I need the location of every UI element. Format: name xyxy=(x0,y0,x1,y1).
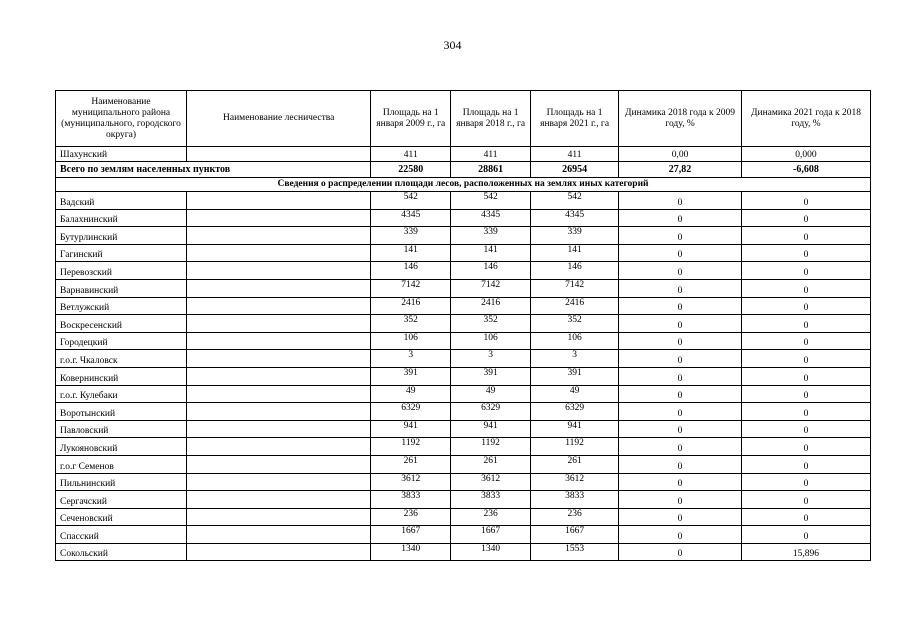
area-2021: 1667 xyxy=(531,526,619,544)
area-2021: 3 xyxy=(531,350,619,368)
area-2021: 261 xyxy=(531,455,619,473)
area-2021: 4345 xyxy=(531,209,619,227)
district-name: Вадский xyxy=(56,192,187,210)
area-2009: 941 xyxy=(371,420,451,438)
dynamics-2021: 0 xyxy=(741,315,870,333)
table-row xyxy=(56,297,871,315)
forestry-name xyxy=(187,192,371,210)
area-2009: 339 xyxy=(371,227,451,245)
dynamics-2021: 0 xyxy=(741,297,870,315)
forestry-name xyxy=(187,262,371,280)
area-2021: 106 xyxy=(531,332,619,350)
district-name: Ковернинский xyxy=(56,367,187,385)
dynamics-2021: 0 xyxy=(741,403,870,421)
area-2021: 542 xyxy=(531,192,619,210)
area-2021: 339 xyxy=(531,227,619,245)
area-2018: 941 xyxy=(451,420,531,438)
dynamics-2021: 0 xyxy=(741,473,870,491)
district-name: г.о.г. Чкаловск xyxy=(56,350,187,368)
area-2009: 411 xyxy=(371,147,451,162)
area-2021: 941 xyxy=(531,420,619,438)
forestry-name xyxy=(187,385,371,403)
forestry-name xyxy=(187,297,371,315)
area-2021: 3833 xyxy=(531,491,619,509)
table-row xyxy=(56,262,871,280)
district-name: Сергачский xyxy=(56,491,187,509)
forestry-name xyxy=(187,227,371,245)
forestry-name xyxy=(187,279,371,297)
area-2021: 7142 xyxy=(531,279,619,297)
area-2009: 352 xyxy=(371,315,451,333)
district-name: Бутурлинский xyxy=(56,227,187,245)
area-2009: 6329 xyxy=(371,403,451,421)
area-2018: 7142 xyxy=(451,279,531,297)
area-2021: 49 xyxy=(531,385,619,403)
area-2021: 146 xyxy=(531,262,619,280)
total-dynamics-2021: -6,608 xyxy=(741,162,870,178)
forestry-name xyxy=(187,543,371,561)
area-2021: 352 xyxy=(531,315,619,333)
area-2009: 3833 xyxy=(371,491,451,509)
area-2021: 3612 xyxy=(531,473,619,491)
forestry-name xyxy=(187,244,371,262)
table-row xyxy=(56,455,871,473)
forest-area-table xyxy=(55,90,871,561)
district-name: Сеченовский xyxy=(56,508,187,526)
dynamics-2021: 0 xyxy=(741,262,870,280)
dynamics-2018: 0 xyxy=(619,192,742,210)
area-2009: 106 xyxy=(371,332,451,350)
area-2009: 49 xyxy=(371,385,451,403)
header-dynamics-2021: Динамика 2021 года к 2018 году, % xyxy=(741,91,870,147)
dynamics-2018: 0 xyxy=(619,526,742,544)
dynamics-2018: 0 xyxy=(619,244,742,262)
total-area-2009: 22580 xyxy=(371,162,451,178)
area-2018: 1667 xyxy=(451,526,531,544)
forestry-name xyxy=(187,455,371,473)
forestry-name xyxy=(187,526,371,544)
area-2009: 1192 xyxy=(371,438,451,456)
dynamics-2021: 0 xyxy=(741,227,870,245)
forestry-name xyxy=(187,147,371,162)
dynamics-2018: 0 xyxy=(619,315,742,333)
table-row xyxy=(56,438,871,456)
forestry-name xyxy=(187,315,371,333)
area-2018: 141 xyxy=(451,244,531,262)
header-area-2009: Площадь на 1 января 2009 г., га xyxy=(371,91,451,147)
dynamics-2021: 0 xyxy=(741,455,870,473)
table-row xyxy=(56,508,871,526)
table-row xyxy=(56,332,871,350)
dynamics-2018: 0 xyxy=(619,473,742,491)
district-name: Лукояновский xyxy=(56,438,187,456)
dynamics-2018: 0 xyxy=(619,367,742,385)
table-row xyxy=(56,367,871,385)
forestry-name xyxy=(187,332,371,350)
dynamics-2021: 0 xyxy=(741,491,870,509)
forestry-name xyxy=(187,403,371,421)
dynamics-2021: 0 xyxy=(741,367,870,385)
total-label: Всего по землям населенных пунктов xyxy=(56,162,371,178)
area-2018: 3 xyxy=(451,350,531,368)
total-area-2021: 26954 xyxy=(531,162,619,178)
area-2018: 49 xyxy=(451,385,531,403)
area-2009: 1340 xyxy=(371,543,451,561)
area-2009: 146 xyxy=(371,262,451,280)
header-district: Наименование муниципального района (муниципального, городского округа) xyxy=(56,91,187,147)
table-row xyxy=(56,147,871,162)
header-forestry: Наименование лесничества xyxy=(187,91,371,147)
forestry-name xyxy=(187,508,371,526)
area-2021: 391 xyxy=(531,367,619,385)
district-name: Спасский xyxy=(56,526,187,544)
dynamics-2018: 0 xyxy=(619,491,742,509)
forestry-name xyxy=(187,420,371,438)
district-name: Гагинский xyxy=(56,244,187,262)
area-2009: 4345 xyxy=(371,209,451,227)
area-2009: 391 xyxy=(371,367,451,385)
table-row xyxy=(56,420,871,438)
area-2021: 236 xyxy=(531,508,619,526)
district-name: Воротынский xyxy=(56,403,187,421)
table-row xyxy=(56,403,871,421)
area-2009: 7142 xyxy=(371,279,451,297)
table-row xyxy=(56,315,871,333)
dynamics-2021: 0 xyxy=(741,526,870,544)
area-2021: 2416 xyxy=(531,297,619,315)
total-row xyxy=(56,162,871,178)
area-2018: 411 xyxy=(451,147,531,162)
district-name: Воскресенский xyxy=(56,315,187,333)
forestry-name xyxy=(187,367,371,385)
area-2021: 141 xyxy=(531,244,619,262)
table-row xyxy=(56,279,871,297)
district-name: Варнавинский xyxy=(56,279,187,297)
dynamics-2018: 0 xyxy=(619,385,742,403)
area-2009: 1667 xyxy=(371,526,451,544)
dynamics-2021: 0 xyxy=(741,209,870,227)
district-name: г.о.г. Кулебаки xyxy=(56,385,187,403)
dynamics-2018: 0 xyxy=(619,403,742,421)
area-2018: 542 xyxy=(451,192,531,210)
area-2009: 2416 xyxy=(371,297,451,315)
total-area-2018: 28861 xyxy=(451,162,531,178)
dynamics-2018: 0 xyxy=(619,297,742,315)
header-area-2018: Площадь на 1 января 2018 г., га xyxy=(451,91,531,147)
table-row xyxy=(56,209,871,227)
forestry-name xyxy=(187,473,371,491)
table-row xyxy=(56,350,871,368)
total-dynamics-2018: 27,82 xyxy=(619,162,742,178)
table-row xyxy=(56,473,871,491)
district-name: Павловский xyxy=(56,420,187,438)
area-2009: 261 xyxy=(371,455,451,473)
table-row xyxy=(56,491,871,509)
district-name: Пильнинский xyxy=(56,473,187,491)
dynamics-2021: 0 xyxy=(741,438,870,456)
table-row xyxy=(56,543,871,561)
dynamics-2018: 0 xyxy=(619,332,742,350)
area-2018: 1192 xyxy=(451,438,531,456)
forestry-name xyxy=(187,350,371,368)
dynamics-2021: 0 xyxy=(741,192,870,210)
dynamics-2018: 0 xyxy=(619,209,742,227)
district-name: Перевозский xyxy=(56,262,187,280)
section-row xyxy=(56,178,871,192)
dynamics-2021: 0 xyxy=(741,508,870,526)
area-2018: 106 xyxy=(451,332,531,350)
table-row xyxy=(56,526,871,544)
dynamics-2021: 0 xyxy=(741,420,870,438)
area-2018: 3833 xyxy=(451,491,531,509)
area-2018: 146 xyxy=(451,262,531,280)
dynamics-2021: 0 xyxy=(741,385,870,403)
district-name: г.о.г Семенов xyxy=(56,455,187,473)
district-name: Шахунский xyxy=(56,147,187,162)
district-name: Ветлужский xyxy=(56,297,187,315)
forestry-name xyxy=(187,491,371,509)
dynamics-2018: 0 xyxy=(619,420,742,438)
area-2018: 236 xyxy=(451,508,531,526)
district-name: Городецкий xyxy=(56,332,187,350)
forestry-name xyxy=(187,209,371,227)
section-title: Сведения о распределении площади лесов, расположенных на землях иных категорий xyxy=(56,178,871,192)
dynamics-2021: 0 xyxy=(741,332,870,350)
area-2018: 2416 xyxy=(451,297,531,315)
area-2009: 236 xyxy=(371,508,451,526)
dynamics-2021: 15,896 xyxy=(741,543,870,561)
dynamics-2018: 0 xyxy=(619,350,742,368)
area-2018: 339 xyxy=(451,227,531,245)
dynamics-2018: 0 xyxy=(619,543,742,561)
area-2018: 3612 xyxy=(451,473,531,491)
district-name: Балахнинский xyxy=(56,209,187,227)
table-header-row xyxy=(56,91,871,147)
district-name: Сокольский xyxy=(56,543,187,561)
dynamics-2018: 0 xyxy=(619,262,742,280)
dynamics-2021: 0 xyxy=(741,350,870,368)
area-2009: 141 xyxy=(371,244,451,262)
area-2018: 4345 xyxy=(451,209,531,227)
table-row xyxy=(56,385,871,403)
forestry-name xyxy=(187,438,371,456)
dynamics-2021: 0,000 xyxy=(741,147,870,162)
area-2021: 1192 xyxy=(531,438,619,456)
dynamics-2018: 0 xyxy=(619,227,742,245)
area-2009: 3 xyxy=(371,350,451,368)
table-row xyxy=(56,227,871,245)
area-2018: 391 xyxy=(451,367,531,385)
dynamics-2018: 0 xyxy=(619,508,742,526)
dynamics-2018: 0 xyxy=(619,438,742,456)
area-2018: 261 xyxy=(451,455,531,473)
area-2018: 352 xyxy=(451,315,531,333)
dynamics-2018: 0,00 xyxy=(619,147,742,162)
header-area-2021: Площадь на 1 января 2021 г., га xyxy=(531,91,619,147)
area-2018: 6329 xyxy=(451,403,531,421)
area-2021: 411 xyxy=(531,147,619,162)
area-2009: 3612 xyxy=(371,473,451,491)
dynamics-2021: 0 xyxy=(741,279,870,297)
table-row xyxy=(56,192,871,210)
page-number: 304 xyxy=(443,38,462,52)
area-2009: 542 xyxy=(371,192,451,210)
area-2018: 1340 xyxy=(451,543,531,561)
header-dynamics-2018: Динамика 2018 года к 2009 году, % xyxy=(619,91,742,147)
area-2021: 6329 xyxy=(531,403,619,421)
table-row xyxy=(56,244,871,262)
dynamics-2018: 0 xyxy=(619,455,742,473)
area-2021: 1553 xyxy=(531,543,619,561)
dynamics-2021: 0 xyxy=(741,244,870,262)
dynamics-2018: 0 xyxy=(619,279,742,297)
